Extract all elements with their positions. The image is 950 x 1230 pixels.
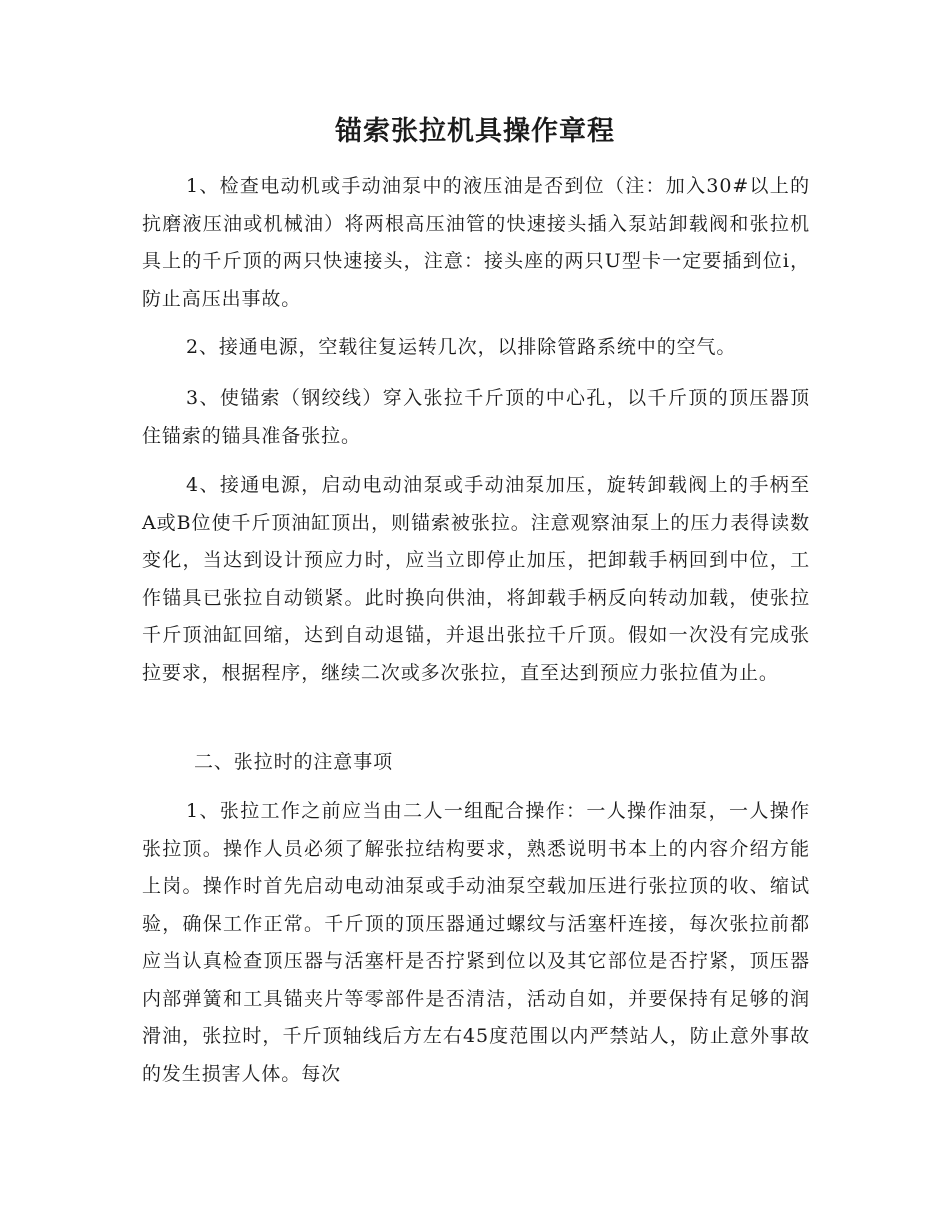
paragraph-4: 4、接通电源，启动电动油泵或手动油泵加压，旋转卸载阀上的手柄至A或B位使千斤顶油缸顶出，则锚索被张拉。注意观察油泵上的压力表得读数变化，当达到设计预应力时，应当立即停止加压，把卸载手柄回到中位，工作锚具已张拉自动锁紧。此时换向供油，将卸载手柄反向转动加载，使张拉千斤顶油缸回缩，达到自动退锚，并退出张拉千斤顶。假如一次没有完成张拉要求，根据程序，继续二次或多次张拉，直至达到预应力张拉值为止。 bbox=[142, 474, 810, 684]
section-heading: 二、张拉时的注意事项 bbox=[194, 751, 394, 773]
paragraph-1: 1、检查电动机或手动油泵中的液压油是否到位（注：加入30#以上的抗磨液压油或机械油）将两根高压油管的快速接头插入泵站卸载阀和张拉机具上的千斤顶的两只快速接头，注意：接头座的两只U型卡一定要插到位i，防止高压出事故。 bbox=[142, 175, 810, 310]
section-paragraph-1: 1、张拉工作之前应当由二人一组配合操作：一人操作油泵，一人操作张拉顶。操作人员必须了解张拉结构要求，熟悉说明书本上的内容介绍方能上岗。操作时首先启动电动油泵或手动油泵空载加压进行张拉顶的收、缩试验，确保工作正常。千斤顶的顶压器通过螺纹与活塞杆连接，每次张拉前都应当认真检查顶压器与活塞杆是否拧紧到位以及其它部位是否拧紧，顶压器内部弹簧和工具锚夹片等零部件是否清洁，活动自如，并要保持有足够的润滑油，张拉时，千斤顶轴线后方左右45度范围以内严禁站人，防止意外事故的发生损害人体。每次 bbox=[142, 800, 810, 1085]
document-title: 锚索张拉机具操作章程 bbox=[335, 116, 615, 147]
paragraph-3: 3、使锚索（钢绞线）穿入张拉千斤顶的中心孔，以千斤顶的顶压器顶住锚索的锚具准备张拉。 bbox=[142, 387, 810, 447]
paragraph-2: 2、接通电源，空载往复运转几次，以排除管路系统中的空气。 bbox=[186, 336, 737, 358]
